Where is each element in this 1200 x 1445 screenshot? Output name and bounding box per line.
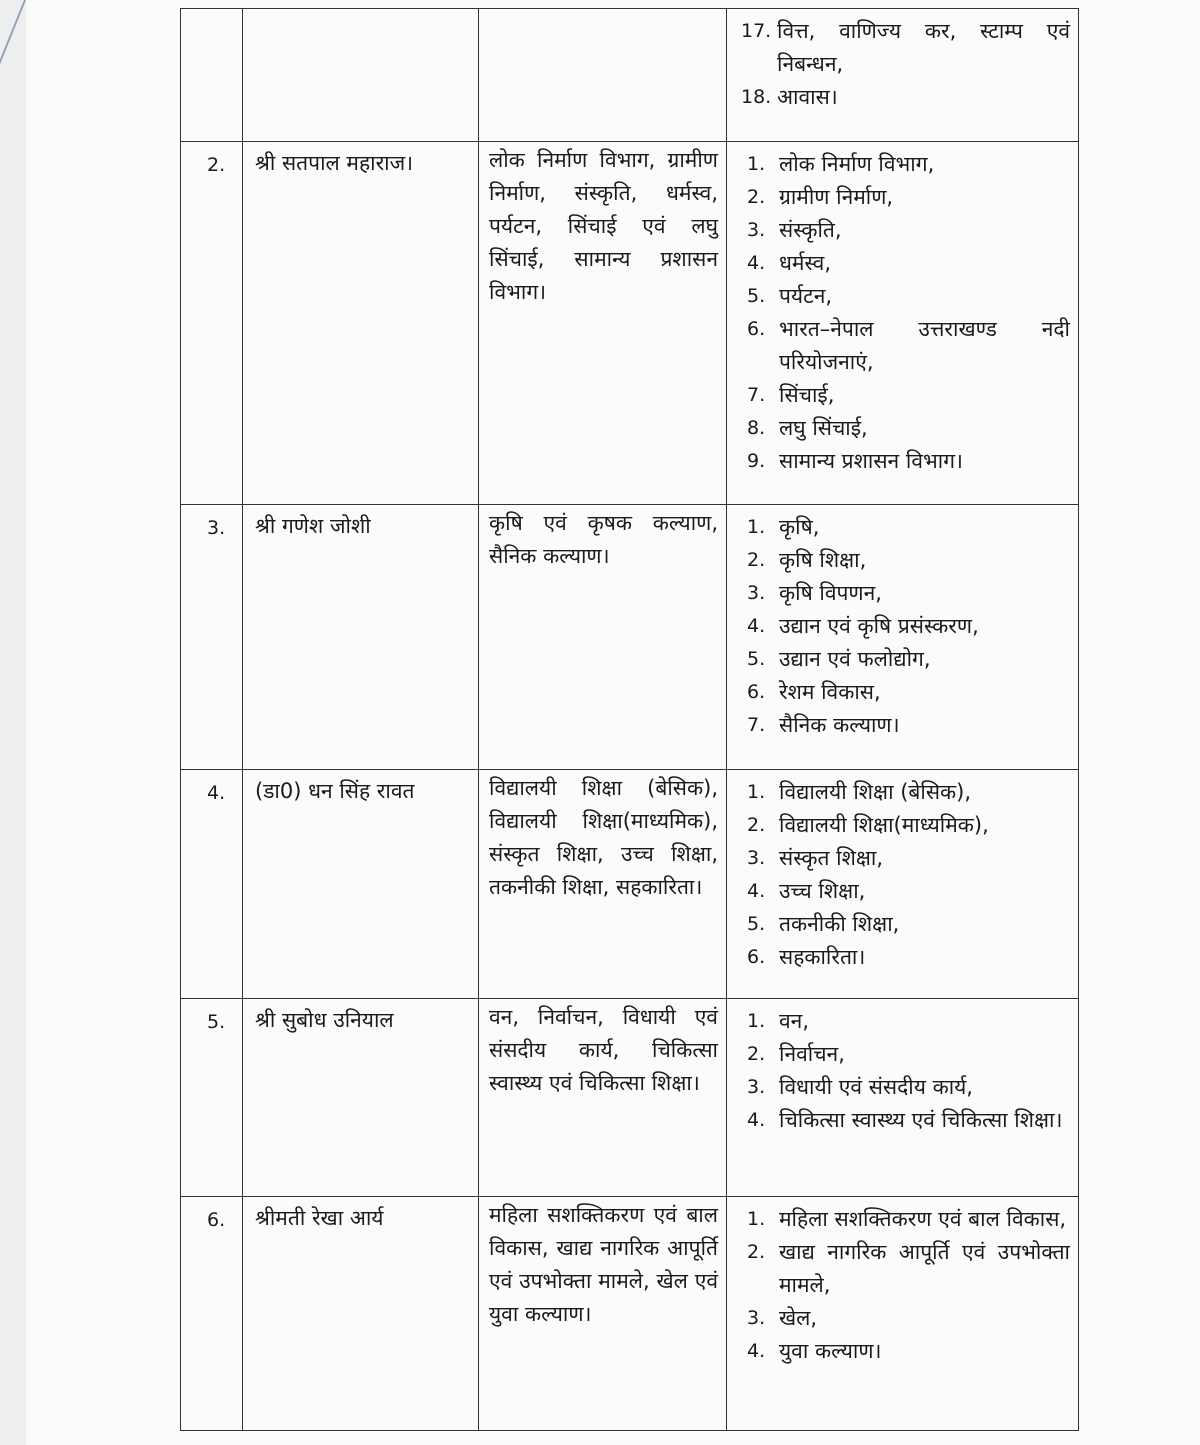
item-number: 5. bbox=[747, 285, 766, 307]
list-item bbox=[747, 1302, 1070, 1335]
item-number: 5. bbox=[747, 648, 766, 670]
department-list bbox=[727, 1197, 1078, 1368]
item-number: 3. bbox=[747, 219, 766, 241]
serial-number: 3. bbox=[207, 517, 226, 539]
portfolio-allocation-table bbox=[180, 8, 1079, 1431]
portfolio-summary: वन, निर्वाचन, विधायी एवं संसदीय कार्य, चिकित्सा स्वास्थ्य एवं चिकित्सा शिक्षा। bbox=[489, 1005, 718, 1095]
list-item bbox=[747, 908, 1070, 941]
item-number: 17. bbox=[741, 20, 772, 42]
department-list-cell bbox=[727, 505, 1079, 770]
department-name: संस्कृति, bbox=[779, 218, 842, 242]
department-name: सैनिक कल्याण। bbox=[779, 713, 900, 737]
table-row bbox=[181, 142, 1079, 505]
department-name: चिकित्सा स्वास्थ्य एवं चिकित्सा शिक्षा। bbox=[779, 1108, 1063, 1132]
serial-number: 2. bbox=[207, 154, 226, 176]
serial-number: 5. bbox=[207, 1011, 226, 1033]
department-name: निर्वाचन, bbox=[779, 1042, 845, 1066]
department-name: युवा कल्याण। bbox=[779, 1339, 882, 1363]
table-row bbox=[181, 1197, 1079, 1431]
item-number: 3. bbox=[747, 582, 766, 604]
table-row bbox=[181, 770, 1079, 999]
item-number: 9. bbox=[747, 450, 766, 472]
serial-number bbox=[181, 9, 242, 21]
item-number: 1. bbox=[747, 153, 766, 175]
department-name: उच्च शिक्षा, bbox=[779, 879, 866, 903]
department-name: खाद्य नागरिक आपूर्ति एवं उपभोक्ता मामले, bbox=[779, 1240, 1070, 1297]
list-item bbox=[747, 445, 1070, 478]
minister-cell bbox=[243, 505, 479, 770]
list-item bbox=[747, 379, 1070, 412]
item-number: 4. bbox=[747, 880, 766, 902]
department-name: वित्त, वाणिज्य कर, स्टाम्प एवं निबन्धन, bbox=[777, 19, 1070, 76]
list-item bbox=[747, 1071, 1070, 1104]
item-number: 6. bbox=[747, 318, 766, 340]
department-list-cell bbox=[727, 142, 1079, 505]
portfolio-summary-cell bbox=[479, 1197, 727, 1431]
item-number: 2. bbox=[747, 814, 766, 836]
list-item bbox=[747, 511, 1070, 544]
portfolio-summary: लोक निर्माण विभाग, ग्रामीण निर्माण, संस्कृति, धर्मस्व, पर्यटन, सिंचाई एवं लघु सिंचाई, सामान्य प्रशासन विभाग। bbox=[489, 148, 718, 304]
item-number: 6. bbox=[747, 681, 766, 703]
list-item bbox=[747, 280, 1070, 313]
item-number: 1. bbox=[747, 1208, 766, 1230]
department-name: तकनीकी शिक्षा, bbox=[779, 912, 900, 936]
serial-cell bbox=[181, 999, 243, 1197]
item-number: 3. bbox=[747, 1307, 766, 1329]
table-row bbox=[181, 999, 1079, 1197]
minister-name: (डा0) धन सिंह रावत bbox=[255, 779, 415, 803]
list-item bbox=[747, 412, 1070, 445]
serial-number: 4. bbox=[207, 782, 226, 804]
portfolio-summary-cell bbox=[479, 770, 727, 999]
list-item bbox=[747, 247, 1070, 280]
department-name: कृषि शिक्षा, bbox=[779, 548, 867, 572]
list-item bbox=[747, 709, 1070, 742]
item-number: 7. bbox=[747, 714, 766, 736]
department-list bbox=[727, 770, 1078, 974]
serial-cell bbox=[181, 9, 243, 142]
minister-name: श्री गणेश जोशी bbox=[255, 514, 371, 538]
department-list bbox=[727, 142, 1078, 478]
item-number: 2. bbox=[747, 1241, 766, 1263]
list-item bbox=[747, 875, 1070, 908]
item-number: 2. bbox=[747, 1043, 766, 1065]
department-name: विद्यालयी शिक्षा(माध्यमिक), bbox=[779, 813, 989, 837]
department-list-cell bbox=[727, 1197, 1079, 1431]
serial-cell bbox=[181, 505, 243, 770]
minister-cell bbox=[243, 9, 479, 142]
list-item bbox=[747, 214, 1070, 247]
department-list bbox=[727, 999, 1078, 1137]
list-item bbox=[747, 181, 1070, 214]
department-name: विधायी एवं संसदीय कार्य, bbox=[779, 1075, 973, 1099]
portfolio-summary-cell bbox=[479, 999, 727, 1197]
department-name: पर्यटन, bbox=[779, 284, 833, 308]
department-name: धर्मस्व, bbox=[779, 251, 831, 275]
department-name: आवास। bbox=[777, 85, 838, 109]
serial-cell bbox=[181, 770, 243, 999]
department-name: भारत–नेपाल उत्तराखण्ड नदी परियोजनाएं, bbox=[779, 317, 1070, 374]
list-item bbox=[741, 81, 1070, 114]
department-name: खेल, bbox=[779, 1306, 818, 1330]
minister-cell bbox=[243, 142, 479, 505]
portfolio-summary bbox=[479, 9, 726, 11]
item-number: 2. bbox=[747, 549, 766, 571]
list-item bbox=[747, 610, 1070, 643]
department-name: विद्यालयी शिक्षा (बेसिक), bbox=[779, 780, 972, 804]
table-row bbox=[181, 505, 1079, 770]
portfolio-summary-cell bbox=[479, 9, 727, 142]
department-name: सहकारिता। bbox=[779, 945, 866, 969]
list-item bbox=[747, 842, 1070, 875]
item-number: 1. bbox=[747, 1010, 766, 1032]
minister-name: श्री सुबोध उनियाल bbox=[255, 1008, 394, 1032]
list-item bbox=[747, 941, 1070, 974]
page-edge-line bbox=[0, 0, 26, 70]
department-name: सामान्य प्रशासन विभाग। bbox=[779, 449, 963, 473]
list-item bbox=[741, 15, 1070, 81]
list-item bbox=[747, 313, 1070, 379]
serial-cell bbox=[181, 1197, 243, 1431]
serial-cell bbox=[181, 142, 243, 505]
list-item bbox=[747, 1005, 1070, 1038]
item-number: 7. bbox=[747, 384, 766, 406]
department-name: उद्यान एवं कृषि प्रसंस्करण, bbox=[779, 614, 979, 638]
list-item bbox=[747, 148, 1070, 181]
list-item bbox=[747, 1104, 1070, 1137]
minister-cell bbox=[243, 770, 479, 999]
department-name: लोक निर्माण विभाग, bbox=[779, 152, 935, 176]
list-item bbox=[747, 643, 1070, 676]
department-name: संस्कृत शिक्षा, bbox=[779, 846, 884, 870]
department-list-cell bbox=[727, 999, 1079, 1197]
department-name: रेशम विकास, bbox=[779, 680, 881, 704]
item-number: 4. bbox=[747, 615, 766, 637]
list-item bbox=[747, 1236, 1070, 1302]
department-name: कृषि, bbox=[779, 515, 820, 539]
department-name: कृषि विपणन, bbox=[779, 581, 882, 605]
list-item bbox=[747, 1335, 1070, 1368]
list-item bbox=[747, 544, 1070, 577]
item-number: 4. bbox=[747, 252, 766, 274]
department-name: लघु सिंचाई, bbox=[779, 416, 868, 440]
department-list bbox=[727, 505, 1078, 742]
list-item bbox=[747, 676, 1070, 709]
list-item bbox=[747, 1038, 1070, 1071]
portfolio-summary: विद्यालयी शिक्षा (बेसिक), विद्यालयी शिक्षा(माध्यमिक), संस्कृत शिक्षा, उच्च शिक्षा, तकनीकी शिक्षा, सहकारिता। bbox=[489, 776, 718, 899]
minister-name: श्रीमती रेखा आर्य bbox=[255, 1206, 384, 1230]
item-number: 4. bbox=[747, 1340, 766, 1362]
list-item bbox=[747, 1203, 1070, 1236]
item-number: 1. bbox=[747, 516, 766, 538]
minister-name bbox=[243, 9, 478, 15]
item-number: 3. bbox=[747, 847, 766, 869]
portfolio-summary-cell bbox=[479, 505, 727, 770]
item-number: 1. bbox=[747, 781, 766, 803]
item-number: 6. bbox=[747, 946, 766, 968]
list-item bbox=[747, 809, 1070, 842]
item-number: 5. bbox=[747, 913, 766, 935]
minister-name: श्री सतपाल महाराज। bbox=[255, 151, 414, 175]
department-name: सिंचाई, bbox=[779, 383, 835, 407]
department-name: ग्रामीण निर्माण, bbox=[779, 185, 894, 209]
item-number: 3. bbox=[747, 1076, 766, 1098]
table-row bbox=[181, 9, 1079, 142]
minister-cell bbox=[243, 999, 479, 1197]
department-name: वन, bbox=[779, 1009, 810, 1033]
item-number: 8. bbox=[747, 417, 766, 439]
item-number: 18. bbox=[741, 86, 772, 108]
portfolio-summary: कृषि एवं कृषक कल्याण, सैनिक कल्याण। bbox=[489, 511, 718, 568]
table-body bbox=[181, 9, 1079, 1431]
department-list-cell bbox=[727, 9, 1079, 142]
item-number: 2. bbox=[747, 186, 766, 208]
minister-cell bbox=[243, 1197, 479, 1431]
department-name: उद्यान एवं फलोद्योग, bbox=[779, 647, 931, 671]
department-name: महिला सशक्तिकरण एवं बाल विकास, bbox=[779, 1207, 1067, 1231]
portfolio-summary-cell bbox=[479, 142, 727, 505]
item-number: 4. bbox=[747, 1109, 766, 1131]
list-item bbox=[747, 776, 1070, 809]
department-list bbox=[727, 9, 1078, 114]
list-item bbox=[747, 577, 1070, 610]
serial-number: 6. bbox=[207, 1209, 226, 1231]
department-list-cell bbox=[727, 770, 1079, 999]
portfolio-summary: महिला सशक्तिकरण एवं बाल विकास, खाद्य नागरिक आपूर्ति एवं उपभोक्ता मामले, खेल एवं युवा कल्याण। bbox=[489, 1203, 718, 1326]
